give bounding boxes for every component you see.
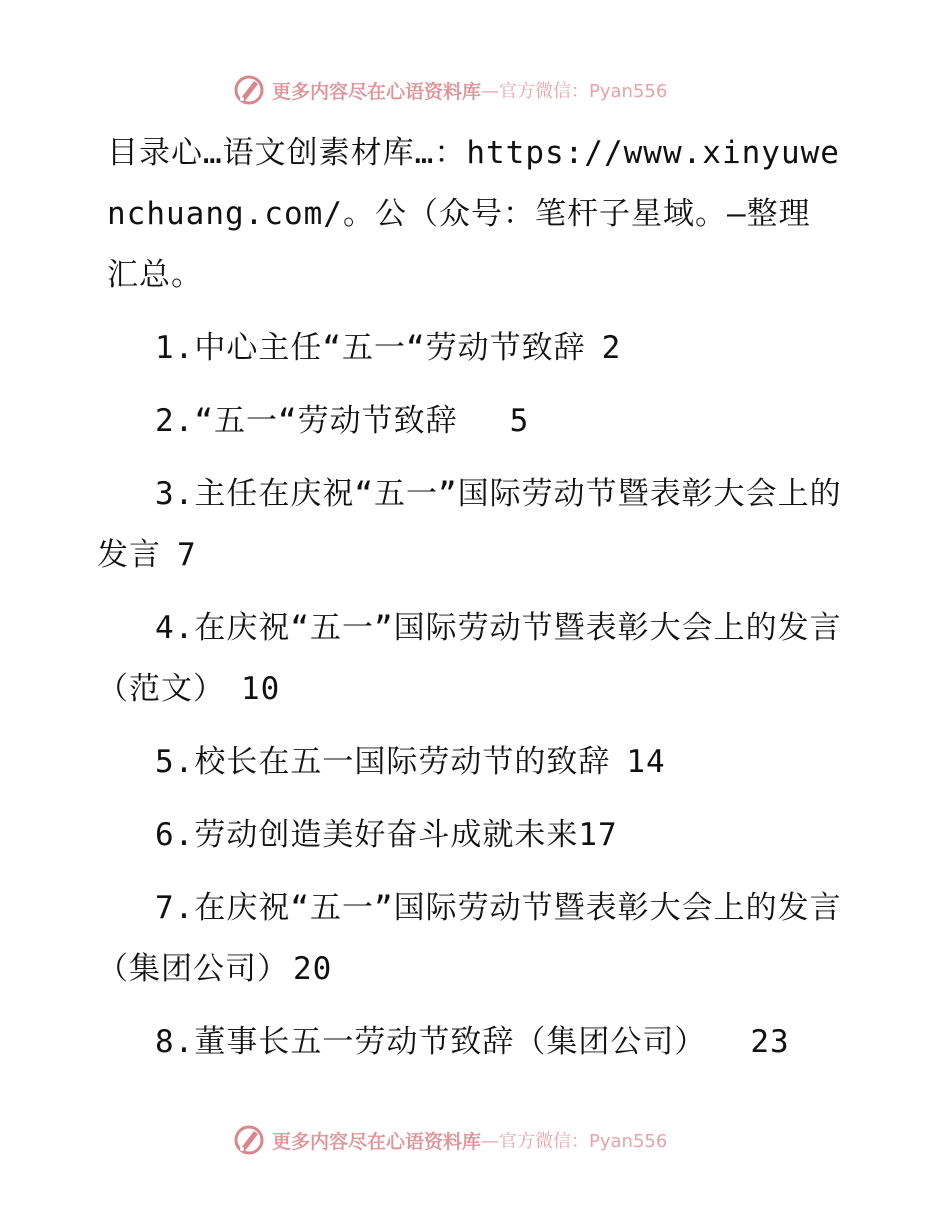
toc-item-title: 5.校长在五一国际劳动节的致辞 [155,744,611,780]
toc-item-page: 17 [578,817,618,853]
toc-item-title: 8.董事长五一劳动节致辞（集团公司） [155,1024,707,1060]
toc-item[interactable] [97,464,842,586]
document-body [97,123,842,1085]
toc-item-page: 14 [626,744,666,780]
toc-item[interactable] [97,318,842,379]
page-footer-watermark [232,1120,712,1160]
toc-item-title: 7.在庆祝“五一”国际劳动节暨表彰大会上的发言（集团公司） [97,890,842,987]
toc-item-title: 4.在庆祝“五一”国际劳动节暨表彰大会上的发言（范文） [97,610,842,707]
watermark-main-text: 更多内容尽在心语资料库 [272,80,482,103]
toc-item-page: 7 [177,537,197,573]
toc-item-title: 2.“五一“劳动节致辞 [155,403,458,439]
toc-item[interactable] [97,805,842,866]
toc-item[interactable] [97,598,842,720]
toc-item-page: 5 [509,403,530,439]
toc-item[interactable] [97,1012,842,1073]
pen-logo-icon [232,73,266,107]
toc-item-page: 10 [241,671,281,707]
watermark-wechat-text: —官方微信：Pyan556 [481,1131,668,1152]
toc-item-title: 6.劳动创造美好奋斗成就未来 [155,817,579,853]
intro-paragraph: 目录心…语文创素材库…：https://www.xinyuwenchuang.com/。公（众号：笔杆子星域。—整理汇总。 [107,135,840,293]
toc-item-page: 23 [750,1024,790,1060]
toc-item[interactable] [97,878,842,1000]
toc-item-page: 2 [601,330,622,366]
pen-logo-icon [232,1123,266,1157]
toc-item-page: 20 [293,951,333,987]
watermark-wechat-text: —官方微信：Pyan556 [481,81,668,102]
page-header-watermark [232,70,712,110]
toc-item[interactable] [97,732,842,793]
toc-item-title: 1.中心主任“五一“劳动节致辞 [155,330,586,366]
toc-item-title: 3.主任在庆祝“五一”国际劳动节暨表彰大会上的发言 [97,476,842,573]
toc-item[interactable] [97,391,842,452]
watermark-main-text: 更多内容尽在心语资料库 [272,1130,482,1153]
